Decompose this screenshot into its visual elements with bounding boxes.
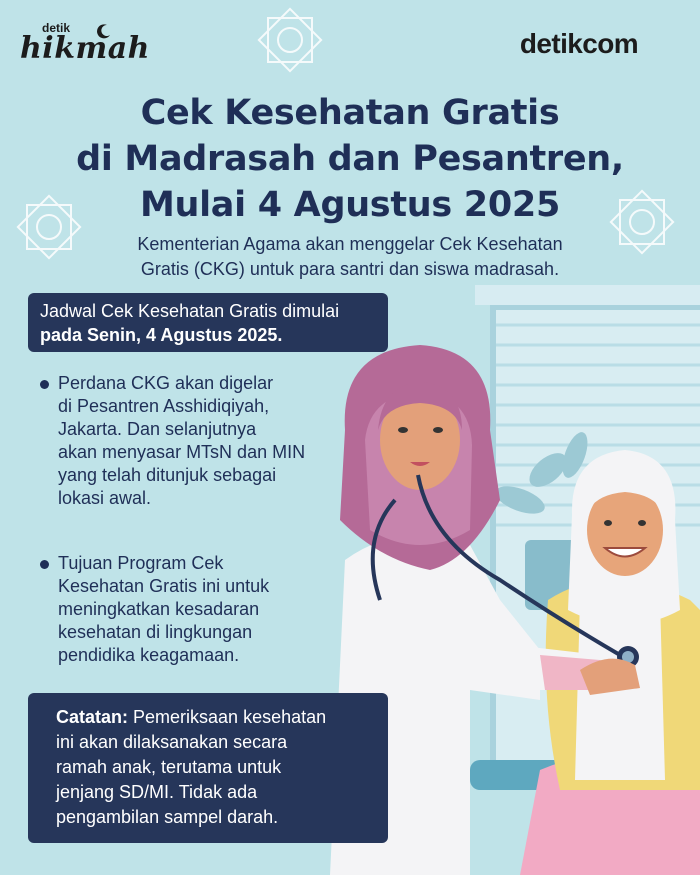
- note-line-1: Pemeriksaan kesehatan: [128, 707, 327, 727]
- bullet-2-line-4: kesehatan di lingkungan: [58, 622, 253, 642]
- schedule-text-1: Jadwal Cek Kesehatan Gratis: [40, 301, 278, 321]
- note-line-3: ramah anak, terutama untuk: [56, 757, 282, 777]
- detikcom-logo[interactable]: detikcom: [519, 28, 638, 59]
- bullet-1-line-2: di Pesantren Asshidiqiyah,: [58, 396, 270, 416]
- bullet-1-line-3: Jakarta. Dan selanjutnya: [58, 419, 257, 439]
- headline-line-3: Mulai 4 Agustus 2025: [139, 185, 561, 225]
- subtitle-line-1: Kementerian Agama akan menggelar Cek Kesehatan: [137, 234, 563, 254]
- subtitle-line-2: Gratis (CKG) untuk para santri dan siswa madrasah.: [140, 259, 560, 279]
- note-line-2: ini akan dilaksanakan secara: [56, 732, 288, 752]
- note-line-5: pengambilan sampel darah.: [56, 807, 279, 827]
- bullet-1-line-4: akan menyasar MTsN dan MIN: [58, 442, 306, 462]
- logo-hikmah-word: hikmah: [20, 31, 150, 66]
- headline-line-2: di Madrasah dan Pesantren,: [76, 139, 624, 179]
- bullet-2-line-5: pendidika keagamaan.: [58, 645, 240, 665]
- bullet-1-line-1: Perdana CKG akan digelar: [58, 373, 274, 393]
- bullet-text-2: [58, 552, 340, 667]
- ornament-star-top-icon: [259, 9, 321, 71]
- bullet-dot-icon: [40, 380, 49, 389]
- note-box: [28, 693, 388, 843]
- note-label: Catatan:: [56, 707, 129, 727]
- bullet-2-line-3: meningkatkan kesadaran: [58, 599, 260, 619]
- bullet-item-1: [40, 372, 340, 510]
- bullet-2-line-2: Kesehatan Gratis ini untuk: [58, 576, 270, 596]
- detik-hikmah-logo[interactable]: [18, 20, 150, 72]
- schedule-date: pada Senin, 4 Agustus 2025.: [40, 325, 283, 345]
- bullet-dot-icon: [40, 560, 49, 569]
- schedule-text-2: dimulai: [277, 301, 340, 321]
- headline-line-1: Cek Kesehatan Gratis: [140, 93, 560, 133]
- subtitle: [80, 232, 620, 282]
- headline: [0, 90, 700, 228]
- bullet-item-2: [40, 552, 340, 667]
- bullet-1-line-5: yang telah ditunjuk sebagai: [58, 465, 277, 485]
- bullet-text-1: [58, 372, 340, 510]
- schedule-box: [28, 293, 388, 352]
- logo-detik-small: detik: [42, 21, 71, 35]
- bullet-2-line-1: Tujuan Program Cek: [58, 553, 224, 573]
- bullet-1-line-6: lokasi awal.: [58, 488, 152, 508]
- note-line-4: jenjang SD/MI. Tidak ada: [56, 782, 258, 802]
